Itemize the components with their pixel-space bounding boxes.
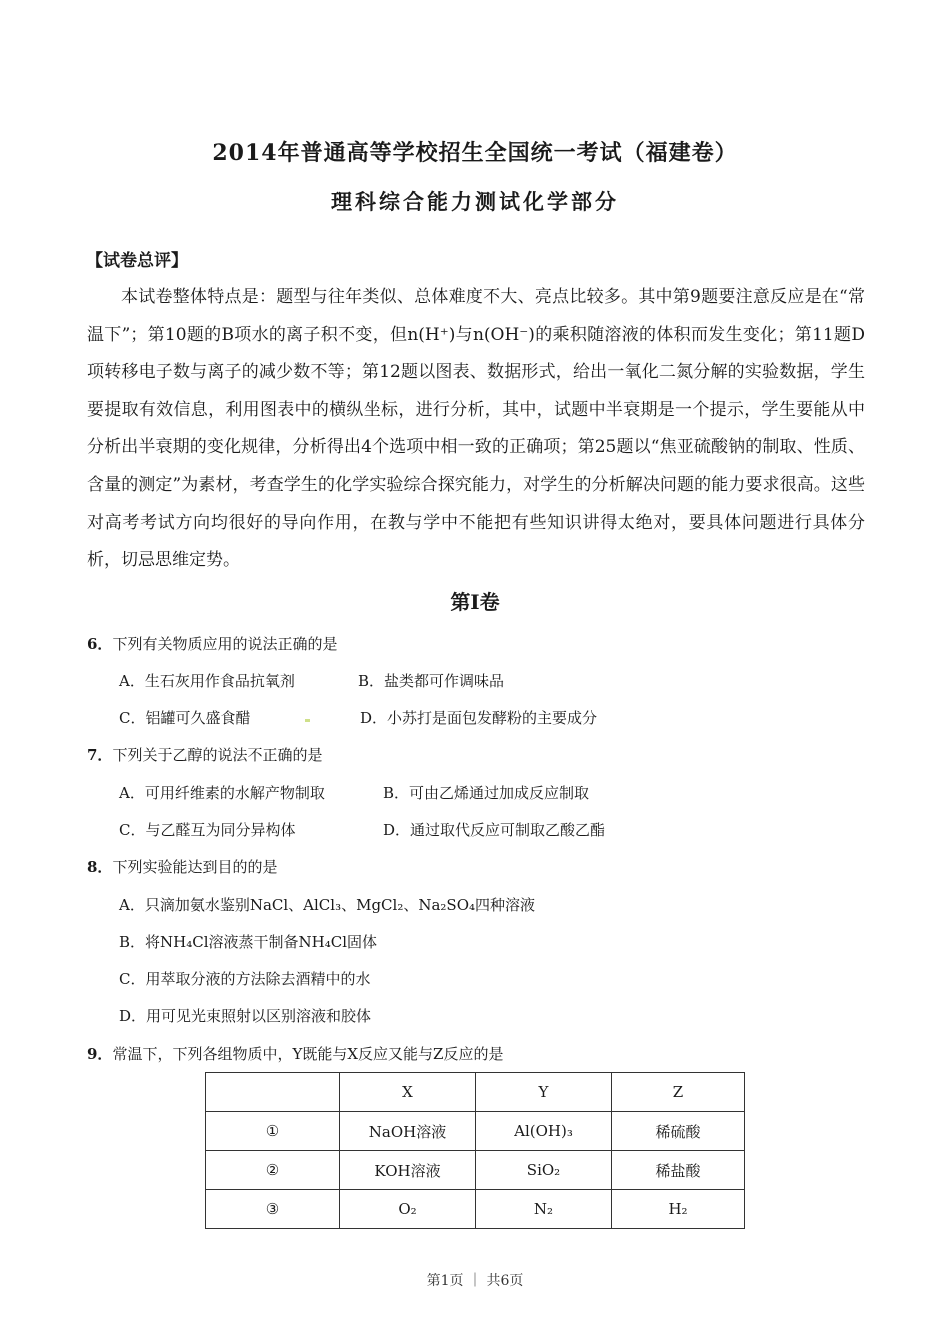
question-stem: 常温下，下列各组物质中，Y既能与X反应又能与Z反应的是: [112, 1045, 504, 1063]
table-header-cell: Z: [612, 1073, 745, 1112]
q6-option-a: A．生石灰用作食品抗氧剂: [119, 672, 295, 690]
table-header-cell: X: [340, 1073, 476, 1112]
table-cell: O₂: [340, 1190, 476, 1229]
question-number: 6．: [87, 635, 113, 653]
q8-option-c: C．用萃取分液的方法除去酒精中的水: [119, 970, 371, 988]
question-8: [87, 857, 277, 877]
table-cell: ①: [206, 1112, 340, 1151]
review-body: 本试卷整体特点是：题型与往年类似、总体难度不大、亮点比较多。其中第9题要注意反应是在“常温下”；第10题的B项水的离子积不变，但n(H⁺)与n(OH⁻)的乘积随溶液的体积而发生变化；第11题D项转移电子数与离子的减少数不等；第12题以图表、数据形式，给出一氧化二氮分解的实验数据，学生要提取有效信息，利用图表中的横纵坐标，进行分析，其中，试题中半衰期是一个提示，学生要能从中分析出半衰期的变化规律，分析得出4个选项中相一致的正确项；第25题以“焦亚硫酸钠的制取、性质、含量的测定”为素材，考查学生的化学实验综合探究能力，对学生的分析解决问题的能力要求很高。这些对高考考试方向均很好的导向作用，在教与学中不能把有些知识讲得太绝对，要具体问题进行具体分析，切忌思维定势。: [87, 287, 865, 571]
q6-option-c: C．铝罐可久盛食醋: [119, 709, 251, 727]
table-cell: 稀硫酸: [612, 1112, 745, 1151]
table-cell: Al(OH)₃: [476, 1112, 612, 1151]
table-cell: KOH溶液: [340, 1151, 476, 1190]
question-6: [87, 634, 337, 654]
q8-option-a: A．只滴加氨水鉴别NaCl、AlCl₃、MgCl₂、Na₂SO₄四种溶液: [119, 896, 536, 914]
table-header-row: [206, 1073, 745, 1112]
page-footer: 第1页 ｜ 共6页: [426, 1273, 524, 1289]
question-stem: 下列实验能达到目的的是: [112, 858, 278, 876]
q7-option-c: C．与乙醛互为同分异构体: [119, 821, 296, 839]
table-cell: ②: [206, 1151, 340, 1190]
table-row: [206, 1151, 745, 1190]
q7-option-b: B．可由乙烯通过加成反应制取: [383, 784, 590, 802]
table-cell: 稀盐酸: [612, 1151, 745, 1190]
question-9: [87, 1044, 503, 1064]
exam-subtitle: 理科综合能力测试化学部分: [331, 189, 619, 214]
question-stem: 下列关于乙醇的说法不正确的是: [112, 746, 323, 764]
table-cell: SiO₂: [476, 1151, 612, 1190]
q9-table: [205, 1072, 745, 1229]
q6-option-b: B．盐类都可作调味品: [358, 672, 505, 690]
part-title: 第I卷: [450, 590, 500, 614]
table-row: [206, 1112, 745, 1151]
question-number: 9．: [87, 1045, 113, 1063]
question-number: 7．: [87, 746, 113, 764]
question-stem: 下列有关物质应用的说法正确的是: [112, 635, 338, 653]
q8-option-d: D．用可见光束照射以区别溶液和胶体: [119, 1007, 372, 1025]
exam-title: 2014年普通高等学校招生全国统一考试（福建卷）: [212, 140, 738, 166]
table-row: [206, 1190, 745, 1229]
table-cell: NaOH溶液: [340, 1112, 476, 1151]
q8-option-b: B．将NH₄Cl溶液蒸干制备NH₄Cl固体: [119, 933, 378, 951]
review-heading: 【试卷总评】: [86, 251, 188, 271]
q7-option-d: D．通过取代反应可制取乙酸乙酯: [383, 821, 606, 839]
question-7: [87, 745, 322, 765]
q6-option-d: D．小苏打是面包发酵粉的主要成分: [360, 709, 598, 727]
table-header-cell: [206, 1073, 340, 1112]
scan-mark: [305, 719, 310, 722]
table-cell: ③: [206, 1190, 340, 1229]
table-cell: N₂: [476, 1190, 612, 1229]
table-header-cell: Y: [476, 1073, 612, 1112]
question-number: 8．: [87, 858, 113, 876]
q7-option-a: A．可用纤维素的水解产物制取: [119, 784, 325, 802]
table-cell: H₂: [612, 1190, 745, 1229]
